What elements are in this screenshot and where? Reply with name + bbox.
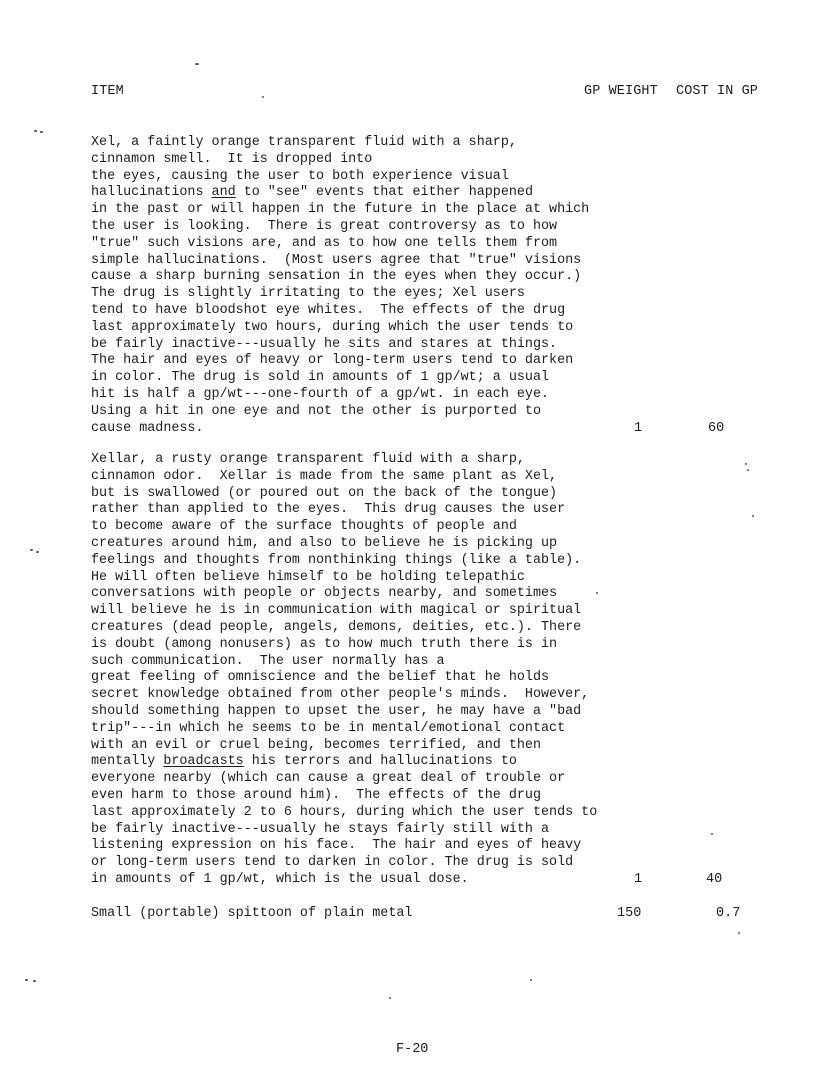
text-line: will believe he is in communication with magical or spiritual — [91, 603, 582, 619]
scan-speck — [530, 979, 532, 981]
text-line: creatures (dead people, angels, demons, deities, etc.). There — [91, 619, 582, 635]
scan-speck — [389, 997, 391, 999]
text-line: conversations with people or objects nearby, and sometimes — [91, 586, 558, 602]
text-line: Xellar, a rusty orange transparent fluid with a sharp, — [91, 452, 525, 467]
text-line: cinnamon odor. Xellar is made from the same plant as Xel, — [91, 468, 558, 484]
scan-speck — [738, 932, 740, 934]
text-line: in the past or will happen in the future in the place at which — [91, 202, 590, 218]
text-line: creatures around him, and also to believe he is picking up — [91, 535, 558, 551]
scan-speck — [262, 96, 264, 98]
scan-speck — [40, 131, 43, 133]
text-line: in amounts of 1 gp/wt, which is the usual dose. — [91, 871, 469, 887]
header-gp-weight: GP WEIGHT — [584, 84, 658, 99]
item-entry-spittoon — [91, 906, 751, 923]
cost-value-xel: 60 — [708, 420, 725, 436]
text-line: in color. The drug is sold in amounts of 1 gp/wt; a usual — [91, 370, 550, 386]
weight-value-xellar: 1 — [634, 872, 643, 887]
scan-speck — [195, 63, 199, 65]
text-line: feelings and thoughts from nonthinking things (like a table). — [91, 552, 582, 568]
text-line: to become aware of the surface thoughts of people and — [91, 519, 517, 535]
cost-value-xellar: 40 — [706, 872, 723, 887]
text-segment: mentally — [91, 754, 164, 770]
text-line: trip"---in which he seems to be in mental/emotional contact — [91, 720, 566, 736]
text-line: cause a sharp burning sensation in the eyes when they occur.) — [91, 269, 582, 285]
scan-speck — [747, 469, 749, 471]
header-item: ITEM — [91, 84, 124, 99]
text-line — [91, 754, 751, 771]
text-line: with an evil or cruel being, becomes terrified, and then — [91, 737, 541, 753]
scan-speck — [25, 979, 28, 981]
underlined-word: and — [211, 185, 236, 201]
text-line: listening expression on his face. The hair and eyes of heavy — [91, 838, 582, 854]
text-line: tend to have bloodshot eye whites. The effects of the drug — [91, 302, 566, 318]
text-line: Small (portable) spittoon of plain metal — [91, 906, 413, 921]
text-line: hit is half a gp/wt---one-fourth of a gp/wt. in each eye. — [91, 386, 550, 402]
scan-speck — [33, 980, 36, 982]
item-entry-xel — [91, 135, 751, 437]
page-number: F-20 — [396, 1042, 429, 1057]
text-segment: his terrors and hallucinations to — [243, 754, 517, 770]
text-line: is doubt (among nonusers) as to how much truth there is in — [91, 636, 558, 652]
text-line — [91, 185, 751, 202]
text-line: The hair and eyes of heavy or long-term users tend to darken — [91, 353, 574, 369]
scan-speck — [711, 833, 713, 835]
text-line: should something happen to upset the user, he may have a "bad — [91, 703, 582, 719]
text-line: secret knowledge obtained from other people's minds. However, — [91, 687, 590, 703]
scan-speck — [596, 592, 598, 594]
text-line: Using a hit in one eye and not the other is purported to — [91, 403, 541, 419]
text-line: simple hallucinations. (Most users agree that "true" visions — [91, 252, 582, 268]
item-entry-xellar — [91, 452, 751, 889]
text-line: the user is looking. There is great controversy as to how — [91, 218, 558, 234]
text-line: be fairly inactive---usually he sits and stares at things. — [91, 336, 558, 352]
text-line: great feeling of omniscience and the belief that he holds — [91, 670, 550, 686]
text-line: be fairly inactive---usually he stays fairly still with a — [91, 821, 550, 837]
scan-speck — [752, 515, 754, 517]
weight-value-xel: 1 — [634, 420, 643, 436]
weight-value-spittoon: 150 — [617, 906, 642, 921]
text-line: or long-term users tend to darken in color. The drug is sold — [91, 855, 574, 871]
text-line: The drug is slightly irritating to the eyes; Xel users — [91, 286, 525, 302]
text-line: rather than applied to the eyes. This drug causes the user — [91, 502, 566, 518]
scan-speck — [30, 549, 33, 551]
text-line: last approximately 2 to 6 hours, during which the user tends to — [91, 804, 598, 820]
scan-speck — [36, 551, 39, 553]
cost-value-spittoon: 0.7 — [716, 906, 741, 921]
text-line: He will often believe himself to be holding telepathic — [91, 569, 525, 585]
text-line: such communication. The user normally has a — [91, 653, 445, 669]
header-cost-in-gp: COST IN GP — [676, 84, 759, 99]
text-line: the eyes, causing the user to both experience visual — [91, 168, 509, 184]
text-line: everyone nearby (which can cause a great deal of trouble or — [91, 771, 566, 787]
text-line: even harm to those around him). The effects of the drug — [91, 787, 541, 803]
text-line: but is swallowed (or poured out on the back of the tongue) — [91, 485, 558, 501]
scan-speck — [34, 130, 37, 132]
text-line: "true" such visions are, and as to how one tells them from — [91, 235, 558, 251]
text-line: cause madness. — [91, 420, 204, 436]
text-line: Xel, a faintly orange transparent fluid with a sharp, — [91, 135, 517, 150]
scan-speck — [745, 463, 747, 465]
underlined-word: broadcasts — [163, 754, 244, 770]
text-segment: hallucinations — [91, 185, 212, 201]
text-segment: to "see" events that either happened — [235, 185, 533, 201]
text-line: cinnamon smell. It is dropped into — [91, 151, 373, 167]
text-line: last approximately two hours, during which the user tends to — [91, 319, 574, 335]
